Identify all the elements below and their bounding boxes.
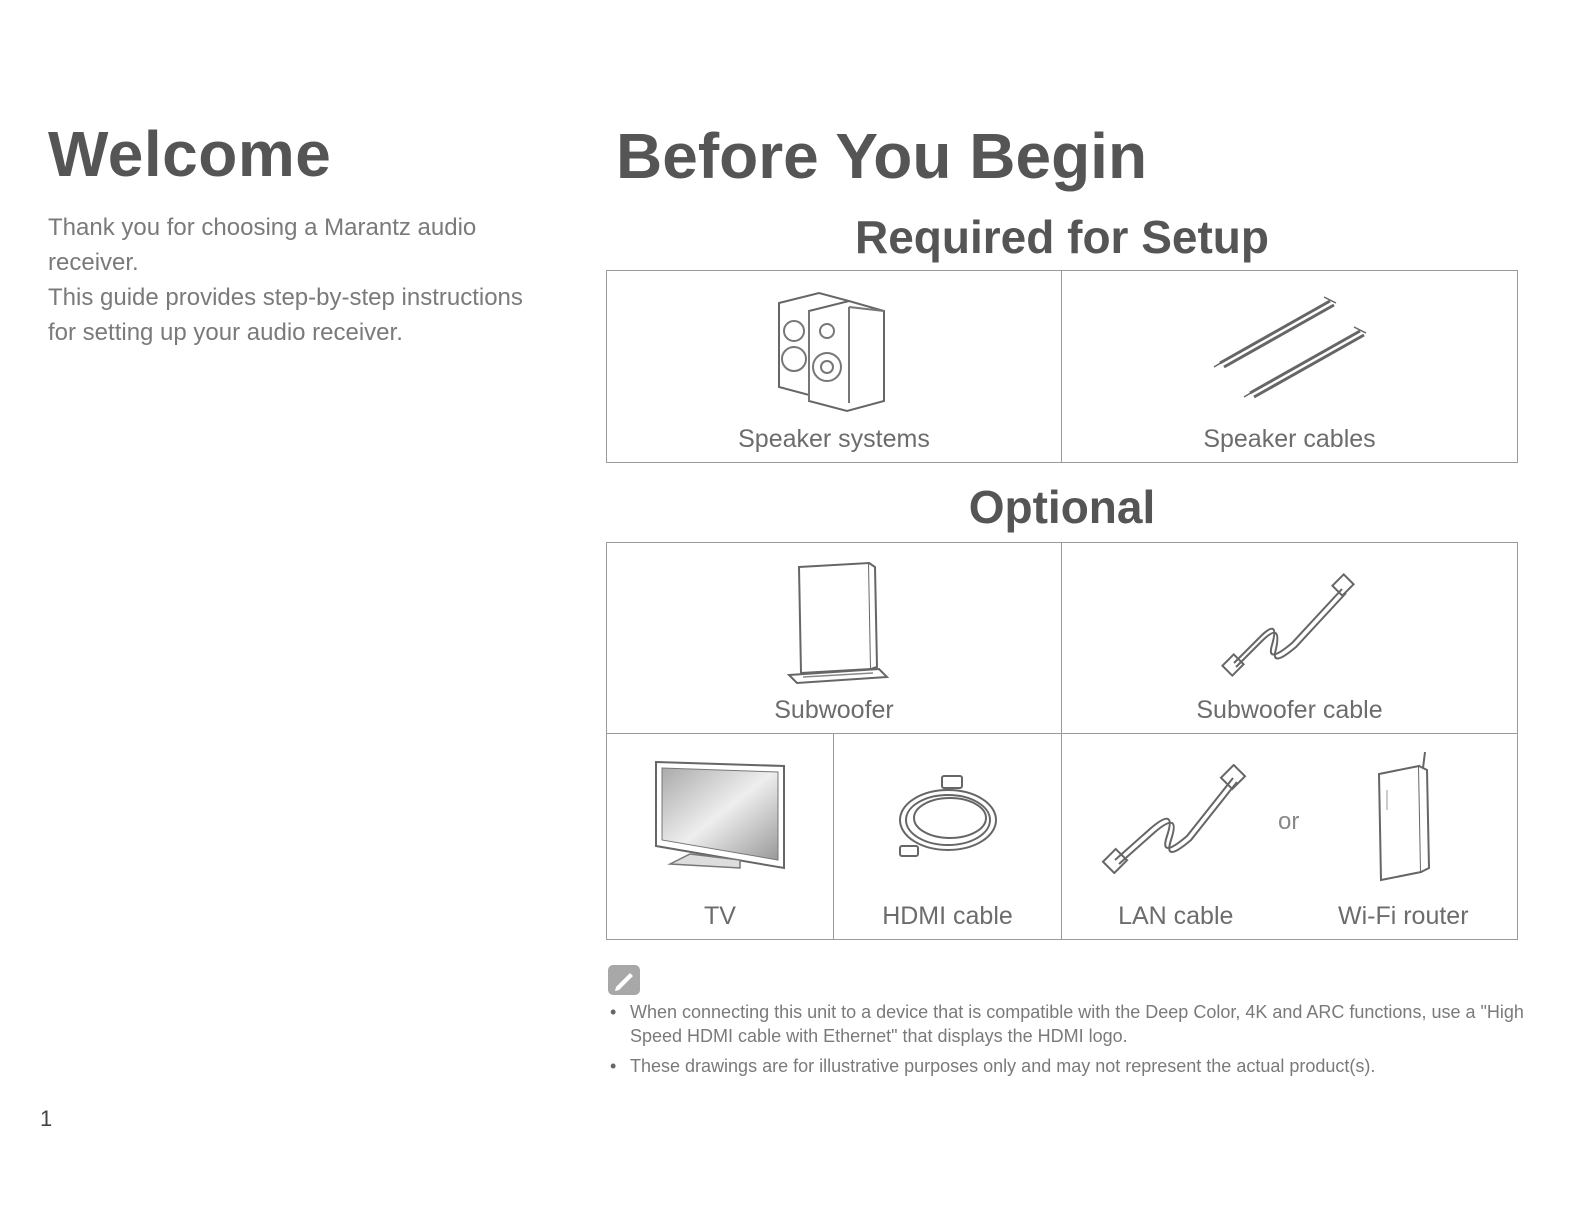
lan-cable-icon: [1101, 764, 1251, 874]
item-label: LAN cable: [1118, 902, 1234, 930]
intro-paragraph-1: Thank you for choosing a Marantz audio receiver.: [48, 214, 477, 276]
item-speaker-systems: [607, 271, 1062, 462]
required-heading: Required for Setup: [854, 211, 1270, 263]
intro-text: [48, 210, 548, 350]
required-items-table: [606, 270, 1518, 463]
welcome-title: Welcome: [48, 118, 332, 190]
optional-heading: Optional: [968, 481, 1156, 533]
notes-list: [608, 1000, 1538, 1084]
item-label: TV: [704, 902, 736, 930]
item-subwoofer-cable: [1062, 543, 1517, 734]
page-number: 1: [40, 1106, 53, 1131]
tv-hdmi-group: [607, 734, 1062, 939]
note-item: • These drawings are for illustrative purposes only and may not represent the actual product(s).: [608, 1054, 1538, 1078]
item-label: HDMI cable: [882, 902, 1013, 930]
item-label: Subwoofer cable: [1196, 696, 1383, 724]
or-separator: or: [1278, 808, 1300, 835]
lan-wifi-group: [1062, 734, 1517, 939]
optional-items-table: [606, 542, 1518, 940]
pencil-note-icon: [608, 965, 640, 995]
item-label: Speaker systems: [738, 425, 930, 453]
item-speaker-cables: [1062, 271, 1517, 462]
hdmi-cable-icon: [888, 768, 1008, 878]
note-item: • When connecting this unit to a device that is compatible with the Deep Color, 4K and ARC functions, use a "High Speed HDMI cable with Ethernet" that displays the HDMI logo.: [608, 1000, 1538, 1048]
subwoofer-cable-icon: [1220, 569, 1360, 679]
item-subwoofer: [607, 543, 1062, 734]
item-label: Wi-Fi router: [1337, 902, 1469, 930]
router-icon: [1363, 750, 1443, 890]
item-lan-cable: [1062, 734, 1290, 939]
item-tv: [607, 734, 834, 939]
intro-paragraph-2: This guide provides step-by-step instructions for setting up your audio receiver.: [48, 284, 523, 346]
item-label: Subwoofer: [774, 696, 894, 724]
item-wifi-router: [1290, 734, 1518, 939]
page-title: Before You Begin: [616, 120, 1148, 192]
subwoofer-icon: [779, 557, 889, 687]
tv-icon: [650, 758, 790, 878]
item-hdmi-cable: [834, 734, 1061, 939]
speaker-icon: [769, 283, 899, 413]
speaker-cable-icon: [1210, 293, 1370, 403]
item-label: Speaker cables: [1203, 425, 1376, 453]
